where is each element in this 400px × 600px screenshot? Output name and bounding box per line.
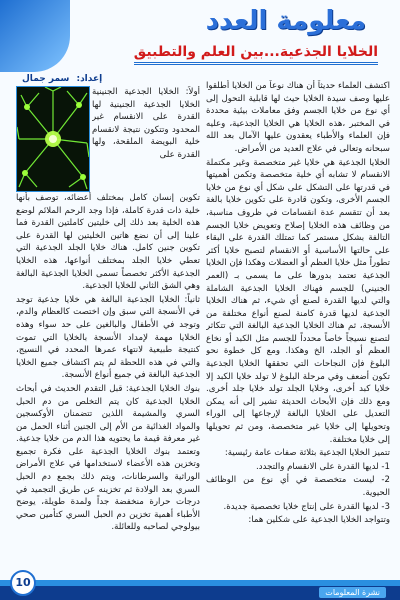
author-label: إعداد: xyxy=(76,74,103,84)
left-intro-paragraph: أولاً: الخلايا الجذعية الجنينية الخلايا الجذعية الجنينية لها القدرة على الانقسام غير المحدود وتتكون نتيجة لانقسام خلية البويضة الملقحة، ولها القدرة على xyxy=(92,87,200,160)
stem-cell-illustration xyxy=(17,87,89,191)
right-list-item: 2- ليست متخصصة في أي نوع من الوظائف الحيوية. xyxy=(206,475,390,498)
author-credit xyxy=(18,74,102,84)
left-paragraph: تكوين إنسان كامل بمختلف أعضائه، توصف بأنها خلية ذات قدرة كاملة، فإذا وجد الرحم الملائم لوضع هذه الخلية بعد ذلك إلى خليتين كاملتين القدرة فما علينا إلى أن نضع هاتين الخليتين لها القدرة على تكوين جنين كامل. هناك خلايا الجلد الجذعية التي تعطي خلايا الجلد بمختلف أنواعها، هذه الخلايا الجذعية الأكثر تخصصاً تسمى الخلايا الجذعية البالغة وهي الشق الثاني للخلايا الجذعية. xyxy=(16,193,200,292)
footer-stripe xyxy=(0,580,400,586)
left-paragraph: ثانياً: الخلايا الجذعية البالغة هي خلايا جذعية توجد في الأنسجة التي سبق وإن اختصت كالعظام والدم، وتوجد في الأطفال والبالغين على حد سواء وهذه الخلايا مهمة لإمداد الأنسجة بالخلايا التي تموت كنتيجة طبيعية لانتهاء عمرها المحدد في النسيج، والتي في هذه اللحظة لم يتم اكتشاف جميع الخلايا الجذعية البالغة في جميع أنواع الأنسجة. xyxy=(16,294,200,381)
page-number: 10 xyxy=(10,570,36,596)
right-list-item: 1- لديها القدرة على الانقسام والتجدد. xyxy=(256,461,390,472)
author-name: سمر جمال xyxy=(22,74,70,84)
decorative-corner xyxy=(0,0,70,72)
footer-bar xyxy=(0,580,400,600)
stem-cell-image xyxy=(16,86,90,192)
page-header xyxy=(0,0,400,72)
right-paragraph: الخلايا الجذعية هي خلايا غير متخصصة وغير مكتملة الانقسام لا تشابه أي خلية متخصصة وتكمن أهميتها في قدرتها على التشكل على شكل أي نوع من خلايا الجسم الأخرى، وتكون قادرة على تكوين خلايا بالغة بعد أن تتقسم عدة انقسامات في ظروف مناسبة، من وظائف هذه الخلايا إصلاح وتعويض خلايا الجسم التالفة بشكل مستمر كما تمتلك القدرة على البقاء على حالتها الأساسية أو الانقسام لتصبح خلايا أكثر تطوراً مثل خلايا العظم أو العضلات وهكذا فإن الخلايا الجذعية تعتمد بدورها على ما يسمى بـ (العمر الجنيني) للجسم فهناك الخلايا الجذعية الشاملة والتي لديها القدرة لصنع أي شيء، ثم هناك الخلايا الجذعية لديها قدرة كامنة لصنع أنواع مختلفة من الأنسجة، ثم هناك الخلايا الجذعية البالغة التي تتكاثر لتصنع نسيجاً خاصاً محدداً للجسم مثل الكبد أو نخاع العظم أو الجلد، الخ وهكذا. ومع كل خطوة نحو البلوغ فإن النجاحات التي تحققها الخلايا الجذعية تكون أضعف وفي مرحلة البلوغ لا تولد خلايا الكبد إلا خلايا كبد أخرى، وخلايا الجلد تولد خلايا جلد أخرى. ومع ذلك فإن الأبحاث الحديثة تشير إلى أنه يمكن التعديل على الخلايا البالغة لإرجاعها إلى الوراء وتحويلها إلى خلايا غير متخصصة، ومن ثم تحويلها إلى خلايا مختلفة. xyxy=(206,157,390,445)
page-title: معلومة العدد xyxy=(205,6,366,36)
right-column xyxy=(206,80,390,556)
right-list-item: 3- لديها القدرة على إنتاج خلايا تخصصية جديدة. xyxy=(223,501,390,512)
left-column-intro xyxy=(92,86,200,190)
right-paragraph: اكتشف العلماء حديثاً أن هناك نوعاً من الخلايا أطلقوا عليها وصف سيدة الخلايا حيث لها قابلية التحول إلى أي نوع من خلايا الجسم وفق معاملات بيئية محددة في المختبر ،هذه الخلايا هي الخلايا الجذعية، وعليه فإن العلماء والأطباء يعقدون عليها الآمال بعد الله سبحانه وتعالى في علاج العديد من الأمراض. xyxy=(206,81,390,154)
left-column xyxy=(16,192,200,556)
magazine-name: نشرة المعلومات xyxy=(319,587,386,598)
article-subtitle: الخلايا الجذعية...بين العلم والتطبيق xyxy=(134,44,378,65)
right-paragraph: تتميز الخلايا الجذعية بثلاثة صفات عامة رئيسية: xyxy=(224,448,390,459)
right-paragraph: وتتواجد الخلايا الجذعية على شكلين هما: xyxy=(248,515,390,526)
left-paragraph: بنوك الخلايا الجذعية: قبل التقدم الحديث في أبحاث الخلايا الجذعية كان يتم التخلص من دم الحبل السري والمشيمة اللذين تتضمنان الأوكسجين والمواد الغذائية من الأم إلى الجنين أثناء الحمل من غير معرفة قيمة ما يحتويه هذا الدم من خلايا جذعية. وتعتمد بنوك الخلايا الجذعية على فكرة تجميع وتخزين هذه الأعضاء لاستخدامها في علاج الأمراض الوراثية والسرطانات، ويتم ذلك بجمع دم الحبل السري بعد الولادة ثم تخزينه عن طريق التجميد في درجات حرارة منخفضة جداً ولمدة طويلة، يوضح الأطباء أهمية تخزين دم الحبل السري كتأمين صحي بيولوجي لصاحبه وللعائلة. xyxy=(16,383,200,533)
